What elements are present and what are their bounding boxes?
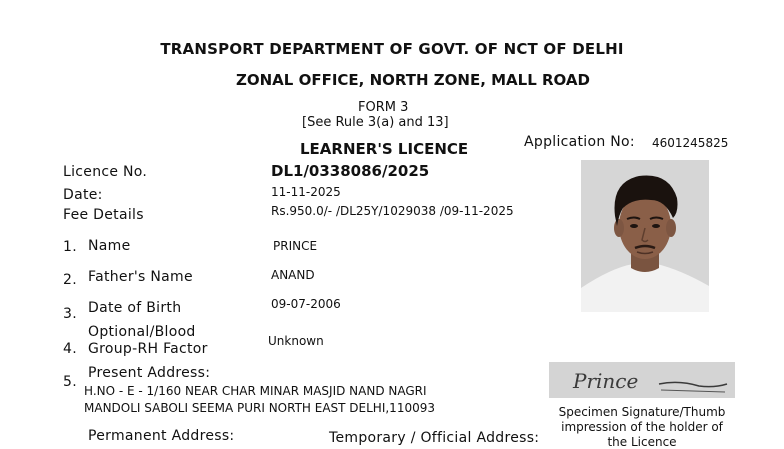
rule-reference: [See Rule 3(a) and 13] [302, 115, 449, 130]
issue-date: 11-11-2025 [271, 185, 341, 199]
fee-details: Rs.950.0/- /DL25Y/1029038 /09-11-2025 [271, 204, 514, 218]
licence-number: DL1/0338086/2025 [271, 162, 430, 180]
dob-label: Date of Birth [88, 300, 182, 316]
name-value: PRINCE [273, 239, 318, 253]
fee-label: Fee Details [63, 207, 144, 223]
present-address-line1: H.NO - E - 1/160 NEAR CHAR MINAR MASJID NAND NAGRI [84, 384, 427, 398]
blood-group-label-line1: Optional/Blood [88, 324, 196, 340]
application-number: 4601245825 [652, 136, 729, 150]
field-number: 5. [63, 374, 77, 390]
name-label: Name [88, 238, 131, 254]
temporary-address-label: Temporary / Official Address: [329, 430, 540, 446]
field-number: 1. [63, 239, 77, 255]
field-number: 4. [63, 341, 77, 357]
blood-group-value: Unknown [268, 334, 324, 348]
signature-scribble-icon [549, 362, 735, 398]
person-photo-icon [581, 160, 709, 312]
dob-value: 09-07-2006 [271, 297, 341, 311]
document-title: LEARNER'S LICENCE [300, 140, 469, 158]
department-title: TRANSPORT DEPARTMENT OF GOVT. OF NCT OF DELHI [160, 40, 624, 58]
signature-caption-line1: Specimen Signature/Thumb [558, 405, 726, 419]
present-address-line2: MANDOLI SABOLI SEEMA PURI NORTH EAST DELHI,110093 [84, 401, 435, 415]
specimen-signature [549, 362, 735, 398]
father-name-label: Father's Name [88, 269, 193, 285]
permanent-address-label: Permanent Address: [88, 428, 235, 444]
application-label: Application No: [524, 134, 635, 150]
blood-group-label-line2: Group-RH Factor [88, 341, 208, 357]
field-number: 2. [63, 272, 77, 288]
present-address-label: Present Address: [88, 365, 211, 381]
date-label: Date: [63, 187, 103, 203]
field-number: 3. [63, 306, 77, 322]
applicant-photo [581, 160, 709, 312]
office-title: ZONAL OFFICE, NORTH ZONE, MALL ROAD [236, 71, 590, 89]
form-number: FORM 3 [358, 100, 409, 115]
signature-text: Prince [573, 369, 639, 393]
signature-caption-line2: impression of the holder of [561, 420, 723, 434]
licence-number-label: Licence No. [63, 164, 148, 180]
father-name-value: ANAND [271, 268, 315, 282]
signature-caption-line3: the Licence [607, 435, 677, 449]
